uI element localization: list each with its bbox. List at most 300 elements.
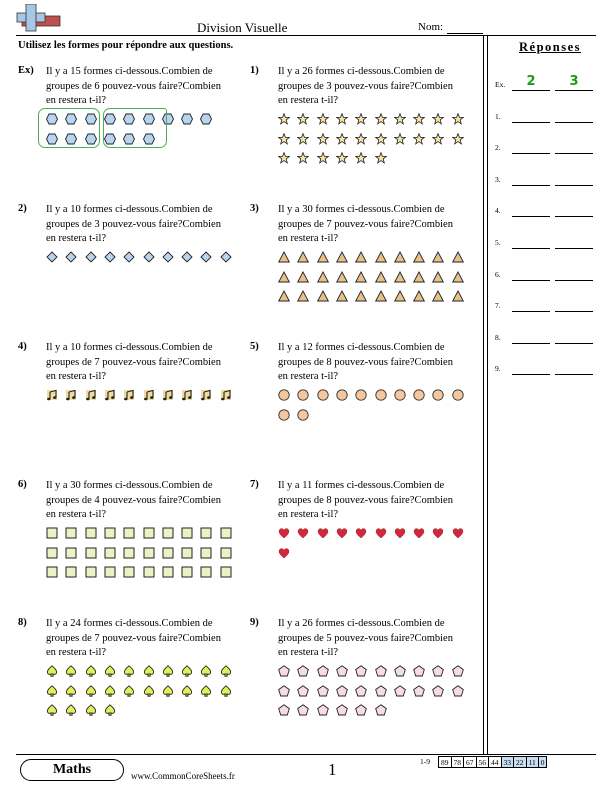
heart-icon [413, 527, 425, 539]
heart-icon [278, 547, 290, 559]
remainder-answer-field[interactable] [555, 343, 593, 344]
shape-row [278, 389, 471, 403]
pentagon-icon [432, 665, 444, 677]
triangle-icon [394, 290, 406, 302]
star-icon [375, 113, 387, 125]
group-outline [103, 108, 167, 148]
problem-number: 3) [250, 203, 259, 214]
problem-text-line: Il y a 15 formes ci-dessous.Combien de [46, 66, 213, 77]
remainder-answer-field[interactable] [555, 185, 593, 186]
plus-sign-logo-icon [16, 4, 70, 36]
groups-answer-field[interactable] [512, 343, 550, 344]
music-note-icon [143, 389, 155, 401]
heart-icon [278, 527, 290, 539]
square-icon [65, 547, 77, 559]
heart-icon [394, 527, 406, 539]
problem-text [46, 617, 246, 661]
star-icon [394, 113, 406, 125]
heart-icon [375, 527, 387, 539]
triangle-icon [375, 271, 387, 283]
problem-text-line: groupes de 4 pouvez-vous faire?Combien [46, 494, 221, 506]
triangle-icon [413, 271, 425, 283]
triangle-icon [355, 290, 367, 302]
square-icon [65, 566, 77, 578]
diamond-icon [46, 251, 58, 263]
problem-text-line: groupes de 8 pouvez-vous faire?Combien [278, 494, 453, 506]
square-icon [181, 547, 193, 559]
spade-icon [200, 665, 212, 677]
triangle-icon [336, 251, 348, 263]
spade-icon [46, 665, 58, 677]
diamond-icon [181, 251, 193, 263]
triangle-icon [432, 290, 444, 302]
problem-text-line: Il y a 10 formes ci-dessous.Combien de [46, 342, 213, 353]
spade-icon [104, 704, 116, 716]
problem-text [278, 65, 478, 109]
score-cell: 11 [527, 756, 539, 768]
diamond-icon [85, 251, 97, 263]
heart-icon [432, 527, 444, 539]
problem-p7 [250, 479, 475, 599]
problem-text [46, 341, 246, 385]
problem-p3 [250, 203, 475, 323]
pentagon-icon [432, 685, 444, 697]
square-icon [143, 527, 155, 539]
circle-icon [413, 389, 425, 401]
heart-icon [452, 527, 464, 539]
problem-number: Ex) [18, 65, 34, 76]
score-cell: 89 [438, 756, 452, 768]
shape-row [278, 665, 471, 679]
groups-answer-field[interactable] [512, 90, 550, 91]
spade-icon [65, 665, 77, 677]
triangle-icon [278, 271, 290, 283]
spade-icon [162, 685, 174, 697]
heart-icon [355, 527, 367, 539]
star-icon [355, 152, 367, 164]
square-icon [65, 527, 77, 539]
worksheet-header [0, 0, 612, 40]
triangle-icon [375, 251, 387, 263]
shape-row [278, 133, 471, 147]
problem-number: 1) [250, 65, 259, 76]
remainder-answer-field[interactable] [555, 374, 593, 375]
square-icon [162, 566, 174, 578]
music-note-icon [123, 389, 135, 401]
score-cell: 67 [464, 756, 477, 768]
circle-icon [355, 389, 367, 401]
triangle-icon [297, 290, 309, 302]
star-icon [413, 133, 425, 145]
problem-text-line: en restera t-il? [278, 371, 339, 382]
problem-p5 [250, 341, 475, 461]
pentagon-icon [355, 685, 367, 697]
name-label: Nom: [418, 21, 444, 33]
answer-label: Ex. [495, 80, 506, 89]
problem-text-line: groupes de 3 pouvez-vous faire?Combien [46, 218, 221, 230]
problem-text-line: groupes de 8 pouvez-vous faire?Combien [278, 356, 453, 368]
score-cell: 44 [489, 756, 502, 768]
worksheet-footer [0, 754, 612, 792]
pentagon-icon [336, 665, 348, 677]
problem-p2 [18, 203, 243, 323]
spade-icon [123, 685, 135, 697]
circle-icon [297, 409, 309, 421]
page-title: Division Visuelle [197, 20, 288, 35]
square-icon [162, 527, 174, 539]
music-note-icon [162, 389, 174, 401]
problem-text-line: en restera t-il? [46, 233, 107, 244]
answer-row [495, 137, 595, 157]
problem-text [278, 203, 478, 247]
spade-icon [162, 665, 174, 677]
square-icon [46, 547, 58, 559]
star-icon [317, 113, 329, 125]
problem-text-line: en restera t-il? [278, 95, 339, 106]
remainder-answer-field[interactable] [555, 216, 593, 217]
answer-label: 1. [495, 111, 501, 121]
diamond-icon [123, 251, 135, 263]
problem-p6 [18, 479, 243, 599]
square-icon [46, 566, 58, 578]
problem-text [46, 203, 246, 247]
problem-text-line: Il y a 26 formes ci-dessous.Combien de [278, 66, 445, 77]
remainder-answer-field[interactable] [555, 311, 593, 312]
circle-icon [432, 389, 444, 401]
problem-text [278, 479, 478, 523]
triangle-icon [452, 251, 464, 263]
spade-icon [181, 665, 193, 677]
square-icon [220, 527, 232, 539]
answer-row [495, 169, 595, 189]
problem-number: 9) [250, 617, 259, 628]
shape-row [46, 566, 239, 580]
circle-icon [278, 389, 290, 401]
circle-icon [297, 389, 309, 401]
square-icon [104, 547, 116, 559]
square-icon [104, 566, 116, 578]
shape-row [278, 704, 471, 718]
answer-row [495, 232, 595, 252]
score-cell: 78 [452, 756, 465, 768]
answer-row [495, 358, 595, 378]
square-icon [181, 527, 193, 539]
shape-row [278, 271, 471, 285]
score-table [418, 756, 547, 768]
problem-text-line: groupes de 5 pouvez-vous faire?Combien [278, 632, 453, 644]
triangle-icon [317, 290, 329, 302]
name-field-line[interactable] [447, 33, 483, 34]
square-icon [123, 547, 135, 559]
answers-title: Réponses [519, 40, 582, 54]
star-icon [336, 152, 348, 164]
star-icon [432, 113, 444, 125]
problem-ex [18, 65, 243, 185]
triangle-icon [394, 271, 406, 283]
pentagon-icon [355, 665, 367, 677]
problem-text-line: en restera t-il? [278, 647, 339, 658]
triangle-icon [317, 251, 329, 263]
square-icon [46, 527, 58, 539]
pentagon-icon [413, 665, 425, 677]
shape-row [46, 704, 239, 718]
problem-text-line: Il y a 12 formes ci-dessous.Combien de [278, 342, 445, 353]
square-icon [143, 547, 155, 559]
shape-row [278, 113, 471, 127]
pentagon-icon [336, 704, 348, 716]
pentagon-icon [278, 704, 290, 716]
problem-p9 [250, 617, 475, 737]
spade-icon [65, 704, 77, 716]
square-icon [123, 566, 135, 578]
problem-text-line: en restera t-il? [46, 647, 107, 658]
answer-label: 8. [495, 332, 501, 342]
remainder-answer-field[interactable] [555, 90, 593, 91]
circle-icon [336, 389, 348, 401]
pentagon-icon [317, 685, 329, 697]
answer-row [495, 74, 595, 94]
music-note-icon [85, 389, 97, 401]
problem-text-line: groupes de 7 pouvez-vous faire?Combien [46, 632, 221, 644]
groups-answer-field[interactable] [512, 216, 550, 217]
problem-text-line: Il y a 26 formes ci-dessous.Combien de [278, 618, 445, 629]
star-icon [297, 152, 309, 164]
star-icon [336, 113, 348, 125]
star-icon [336, 133, 348, 145]
pentagon-icon [278, 685, 290, 697]
star-icon [394, 133, 406, 145]
triangle-icon [336, 271, 348, 283]
circle-icon [375, 389, 387, 401]
triangle-icon [375, 290, 387, 302]
square-icon [85, 566, 97, 578]
star-icon [355, 113, 367, 125]
pentagon-icon [375, 704, 387, 716]
problem-p1 [250, 65, 475, 185]
score-cell: 0 [539, 756, 548, 768]
shape-row [278, 547, 471, 561]
square-icon [143, 566, 155, 578]
pentagon-icon [317, 665, 329, 677]
star-icon [452, 133, 464, 145]
circle-icon [278, 409, 290, 421]
subject-badge: Maths [20, 759, 124, 781]
problem-text-line: groupes de 7 pouvez-vous faire?Combien [46, 356, 221, 368]
triangle-icon [452, 290, 464, 302]
hexagon-icon [181, 113, 193, 125]
remainder-answer-value: 3 [569, 74, 579, 89]
shape-row [46, 389, 239, 403]
groups-answer-field[interactable] [512, 122, 550, 123]
pentagon-icon [355, 704, 367, 716]
groups-answer-field[interactable] [512, 280, 550, 281]
spade-icon [123, 665, 135, 677]
answer-row [495, 295, 595, 315]
spade-icon [85, 704, 97, 716]
shape-row [278, 152, 471, 166]
answer-label: 4. [495, 206, 501, 216]
triangle-icon [394, 251, 406, 263]
shape-row [278, 685, 471, 699]
problem-number: 8) [18, 617, 27, 628]
shape-row [46, 665, 239, 679]
spade-icon [85, 685, 97, 697]
problem-p4 [18, 341, 243, 461]
answer-label: 3. [495, 174, 501, 184]
page-number: 1 [328, 760, 337, 779]
remainder-answer-field[interactable] [555, 153, 593, 154]
heart-icon [317, 527, 329, 539]
problem-text-line: groupes de 3 pouvez-vous faire?Combien [278, 80, 453, 92]
website-text: www.CommonCoreSheets.fr [131, 771, 235, 781]
groups-answer-field[interactable] [512, 374, 550, 375]
pentagon-icon [278, 665, 290, 677]
pentagon-icon [317, 704, 329, 716]
problem-number: 5) [250, 341, 259, 352]
star-icon [355, 133, 367, 145]
groups-answer-field[interactable] [512, 185, 550, 186]
star-icon [413, 113, 425, 125]
square-icon [200, 527, 212, 539]
star-icon [317, 133, 329, 145]
footer-divider [16, 754, 596, 755]
spade-icon [46, 704, 58, 716]
problem-p8 [18, 617, 243, 737]
spade-icon [104, 665, 116, 677]
pentagon-icon [297, 665, 309, 677]
spade-icon [65, 685, 77, 697]
problem-text-line: en restera t-il? [46, 509, 107, 520]
diamond-icon [104, 251, 116, 263]
problem-text-line: groupes de 7 pouvez-vous faire?Combien [278, 218, 453, 230]
shape-row [46, 251, 239, 265]
music-note-icon [181, 389, 193, 401]
star-icon [278, 113, 290, 125]
spade-icon [85, 665, 97, 677]
pentagon-icon [336, 685, 348, 697]
spade-icon [220, 665, 232, 677]
answer-label: 6. [495, 269, 501, 279]
spade-icon [200, 685, 212, 697]
problem-number: 4) [18, 341, 27, 352]
pentagon-icon [394, 685, 406, 697]
score-cell: 22 [514, 756, 527, 768]
answer-label: 9. [495, 364, 501, 374]
circle-icon [452, 389, 464, 401]
shape-row [278, 527, 471, 541]
diamond-icon [162, 251, 174, 263]
spade-icon [46, 685, 58, 697]
square-icon [200, 566, 212, 578]
spade-icon [143, 665, 155, 677]
triangle-icon [297, 251, 309, 263]
groups-answer-value: 2 [526, 74, 536, 89]
answers-panel [487, 36, 596, 376]
answer-label: 7. [495, 301, 501, 311]
music-note-icon [46, 389, 58, 401]
pentagon-icon [375, 665, 387, 677]
answer-row [495, 327, 595, 347]
problem-text-line: en restera t-il? [278, 509, 339, 520]
score-range: 1-9 [420, 757, 430, 766]
problem-number: 2) [18, 203, 27, 214]
diamond-icon [65, 251, 77, 263]
triangle-icon [432, 251, 444, 263]
pentagon-icon [452, 665, 464, 677]
star-icon [297, 133, 309, 145]
heart-icon [297, 527, 309, 539]
circle-icon [394, 389, 406, 401]
pentagon-icon [297, 704, 309, 716]
problem-text-line: Il y a 11 formes ci-dessous.Combien de [278, 480, 445, 491]
pentagon-icon [375, 685, 387, 697]
triangle-icon [336, 290, 348, 302]
spade-icon [104, 685, 116, 697]
square-icon [181, 566, 193, 578]
groups-answer-field[interactable] [512, 311, 550, 312]
problem-text [46, 479, 246, 523]
spade-icon [220, 685, 232, 697]
problem-text-line: en restera t-il? [46, 95, 107, 106]
pentagon-icon [413, 685, 425, 697]
problem-text-line: Il y a 30 formes ci-dessous.Combien de [278, 204, 445, 215]
star-icon [317, 152, 329, 164]
music-note-icon [200, 389, 212, 401]
music-note-icon [220, 389, 232, 401]
problem-text-line: en restera t-il? [46, 371, 107, 382]
square-icon [220, 547, 232, 559]
spade-icon [143, 685, 155, 697]
remainder-answer-field[interactable] [555, 122, 593, 123]
score-cell: 56 [477, 756, 490, 768]
triangle-icon [355, 271, 367, 283]
answer-column-divider [483, 36, 484, 754]
triangle-icon [413, 251, 425, 263]
answer-row [495, 106, 595, 126]
square-icon [85, 547, 97, 559]
problem-text-line: groupes de 6 pouvez-vous faire?Combien [46, 80, 221, 92]
remainder-answer-field[interactable] [555, 248, 593, 249]
square-icon [200, 547, 212, 559]
pentagon-icon [394, 665, 406, 677]
problem-number: 7) [250, 479, 259, 490]
star-icon [278, 133, 290, 145]
instructions: Utilisez les formes pour répondre aux questions. [18, 40, 234, 51]
heart-icon [336, 527, 348, 539]
problem-text [278, 341, 478, 385]
pentagon-icon [297, 685, 309, 697]
hexagon-icon [200, 113, 212, 125]
score-cell: 33 [502, 756, 515, 768]
answer-label: 5. [495, 238, 501, 247]
shape-row [46, 527, 239, 541]
triangle-icon [452, 271, 464, 283]
problem-text [278, 617, 478, 661]
star-icon [432, 133, 444, 145]
problem-text-line: Il y a 30 formes ci-dessous.Combien de [46, 480, 213, 491]
triangle-icon [278, 251, 290, 263]
problem-text-line: Il y a 10 formes ci-dessous.Combien de [46, 204, 213, 215]
groups-answer-field[interactable] [512, 153, 550, 154]
remainder-answer-field[interactable] [555, 280, 593, 281]
problem-number: 6) [18, 479, 27, 490]
square-icon [220, 566, 232, 578]
shape-row [278, 290, 471, 304]
star-icon [278, 152, 290, 164]
shape-row [46, 547, 239, 561]
groups-answer-field[interactable] [512, 248, 550, 249]
answer-row [495, 264, 595, 284]
